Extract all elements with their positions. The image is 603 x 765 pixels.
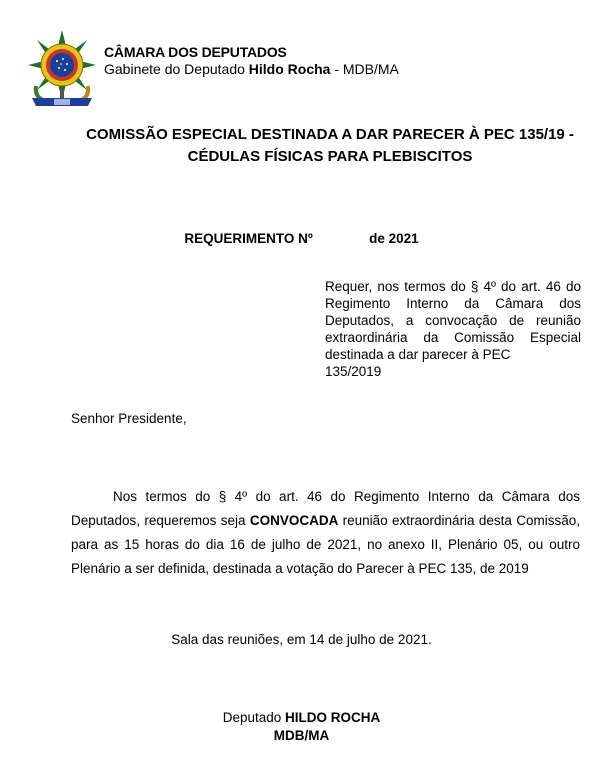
body-emphasis: CONVOCADA [249,513,339,528]
request-heading [0,231,603,246]
signature-line [0,710,603,725]
request-label: REQUERIMENTO Nº [184,231,313,246]
request-summary [325,278,581,380]
signature-party: MDB/MA [273,728,330,743]
summary-last-line: 135/2019 [325,364,382,379]
office-suffix: - MDB/MA [330,61,399,77]
institution-name: CÂMARA DOS DEPUTADOS [104,44,287,60]
body-text-before: Nos termos do § 4º do art. 46 do Regimento Interno da Câmara dos Deputados, requeremos seja [71,489,580,528]
office-prefix: Gabinete do Deputado [104,61,249,77]
salutation: Senhor Presidente, [71,411,187,426]
request-year: de 2021 [369,231,419,246]
signature-name: HILDO ROCHA [285,710,381,725]
place-date: Sala das reuniões, em 14 de julho de 2021. [171,632,432,647]
body-paragraph [71,485,580,581]
brazil-coat-of-arms-icon [26,28,98,108]
body-text-after: reunião extraordinária desta Comissão, para as 15 horas do dia 16 de julho de 2021, no anexo II, Plenário 05, ou outro Plenário a ser definida, destinada a votação do Parecer à PEC 135, de 2019 [71,513,581,576]
office-line [104,61,399,77]
signature-prefix: Deputado [222,710,286,725]
deputy-name: Hildo Rocha [248,61,331,77]
summary-text: Requer, nos termos do § 4º do art. 46 do Regimento Interno da Câmara dos Deputados, a convocação de reunião extraordinária da Comissão Especial destinada a dar parecer à PEC [325,279,581,362]
commission-title: COMISSÃO ESPECIAL DESTINADA A DAR PARECER À PEC 135/19 - CÉDULAS FÍSICAS PARA PLEBISCITOS [86,126,574,165]
